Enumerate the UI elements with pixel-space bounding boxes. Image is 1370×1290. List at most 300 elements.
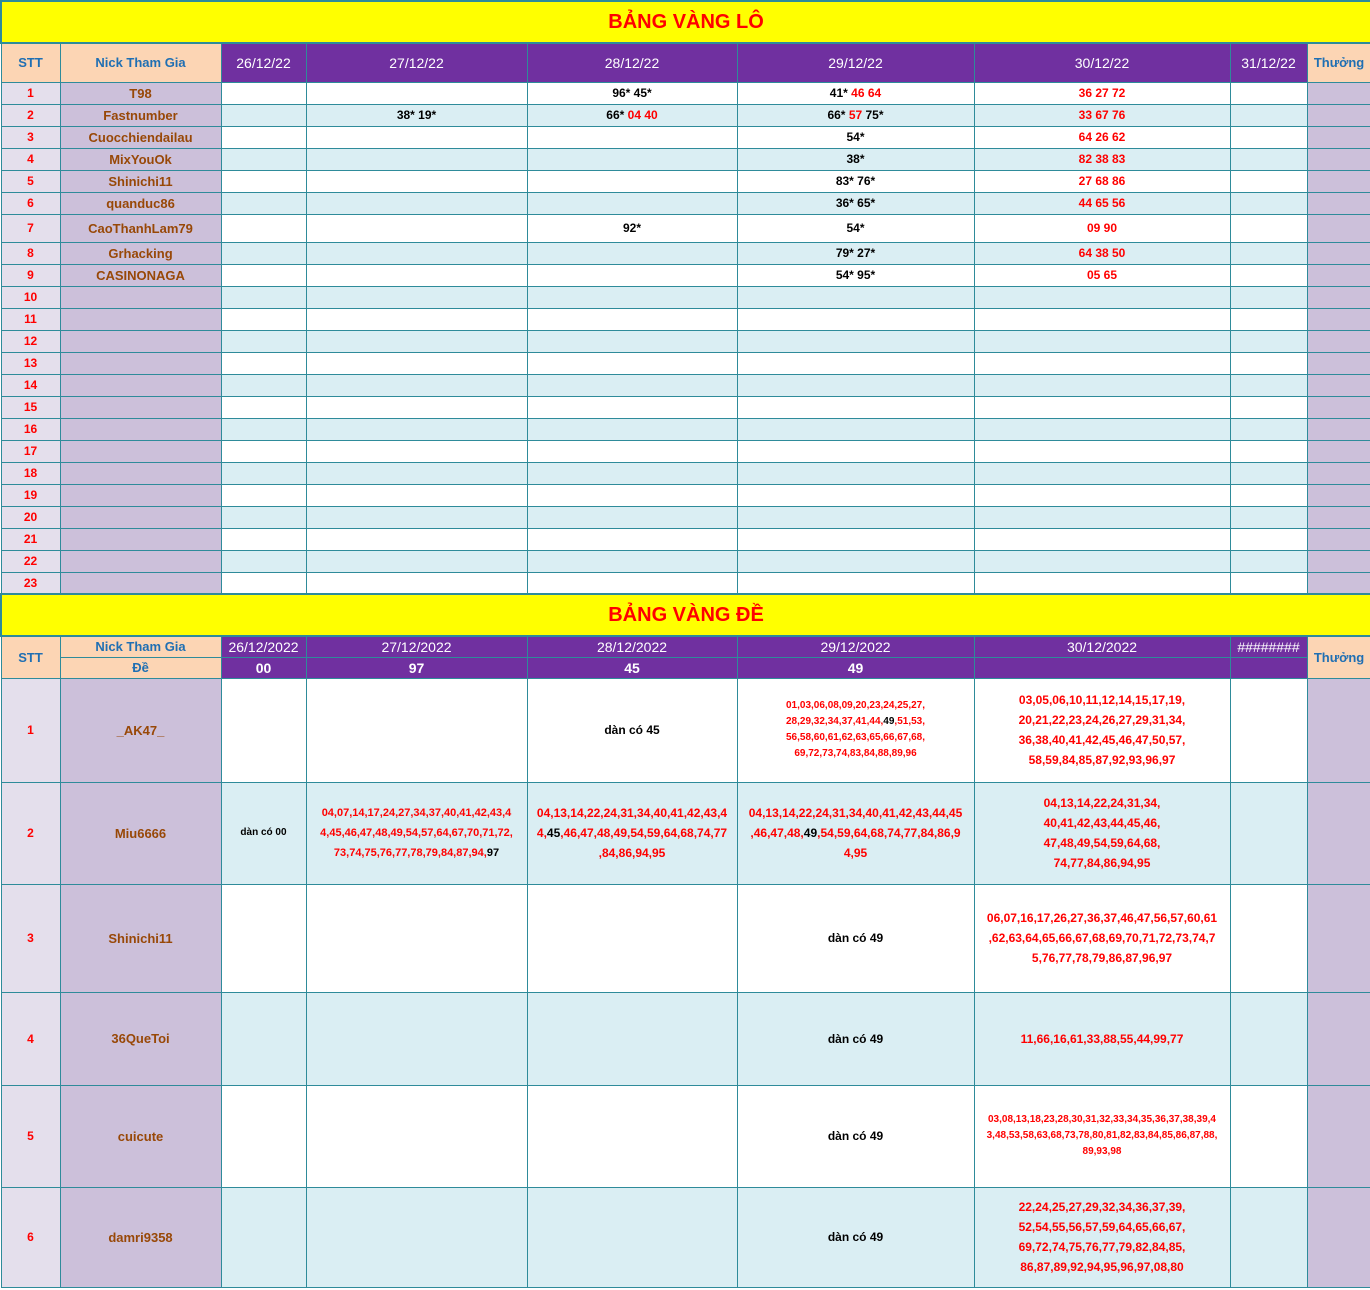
cell-segment: 45 <box>546 826 561 840</box>
lo-thuong-cell <box>1307 192 1370 214</box>
de-value-cell <box>527 678 737 782</box>
de-nick-cell: cuicute <box>60 1085 221 1187</box>
lo-table-row <box>1 528 1370 550</box>
cell-segment: 5,76,77,78,79,86,87,96,97 <box>1031 951 1173 965</box>
lo-value-cell <box>1230 572 1307 594</box>
lo-value-cell <box>527 170 737 192</box>
lo-value-cell <box>306 82 527 104</box>
lo-value-cell <box>527 82 737 104</box>
lo-value-cell <box>221 572 306 594</box>
lo-stt-cell: 12 <box>1 330 60 352</box>
lo-value-cell <box>221 330 306 352</box>
cell-segment: 97 <box>486 847 500 859</box>
lo-stt-cell: 7 <box>1 214 60 242</box>
de-table-row <box>1 884 1370 992</box>
lo-value-cell <box>1230 506 1307 528</box>
lo-value-cell <box>974 528 1230 550</box>
lo-value-cell <box>306 104 527 126</box>
lo-table-row <box>1 440 1370 462</box>
lo-stt-cell: 6 <box>1 192 60 214</box>
lo-value-cell <box>527 286 737 308</box>
lo-table-row <box>1 148 1370 170</box>
lo-value-cell <box>737 148 974 170</box>
cell-segment: 40,41,42,43,44,45,46, <box>1043 816 1161 830</box>
lo-value-cell <box>527 440 737 462</box>
de-thuong-cell <box>1307 678 1370 782</box>
lo-value-cell <box>974 550 1230 572</box>
lo-value-cell <box>221 104 306 126</box>
de-header-date-3: 28/12/2022 <box>527 636 737 657</box>
cell-segment: 83* 76* <box>835 174 876 188</box>
cell-segment: dàn có 00 <box>240 827 287 838</box>
lo-nick-cell <box>60 308 221 330</box>
lo-value-cell <box>737 550 974 572</box>
de-value-cell <box>737 1085 974 1187</box>
de-stt-cell: 4 <box>1 992 60 1085</box>
lo-nick-cell <box>60 484 221 506</box>
cell-segment: dàn có 45 <box>604 723 660 737</box>
lo-value-cell <box>306 418 527 440</box>
lo-thuong-cell <box>1307 308 1370 330</box>
lo-nick-cell: CaoThanhLam79 <box>60 214 221 242</box>
lo-value-cell <box>1230 528 1307 550</box>
lo-table-row <box>1 170 1370 192</box>
lo-value-cell <box>737 528 974 550</box>
cell-segment: 28,29,32,34,37,41,44, <box>785 716 884 727</box>
lo-table-row <box>1 192 1370 214</box>
lo-value-cell <box>974 396 1230 418</box>
de-value-cell <box>737 884 974 992</box>
de-table-row <box>1 992 1370 1085</box>
de-value-cell <box>306 782 527 884</box>
lo-nick-cell: Grhacking <box>60 242 221 264</box>
de-value-cell <box>527 992 737 1085</box>
lo-value-cell <box>306 242 527 264</box>
lo-nick-cell: MixYouOk <box>60 148 221 170</box>
lo-value-cell <box>737 330 974 352</box>
lo-value-cell <box>221 286 306 308</box>
lo-value-cell <box>1230 214 1307 242</box>
lo-thuong-cell <box>1307 418 1370 440</box>
lo-value-cell <box>221 170 306 192</box>
de-result-3: 45 <box>527 657 737 678</box>
cell-segment: 69,72,74,75,76,77,79,82,84,85, <box>1018 1240 1186 1254</box>
lo-value-cell <box>1230 104 1307 126</box>
lo-value-cell <box>306 214 527 242</box>
de-value-cell <box>221 1187 306 1287</box>
de-header-date-6: ######## <box>1230 636 1307 657</box>
lo-table-row <box>1 418 1370 440</box>
lo-nick-cell <box>60 374 221 396</box>
lo-stt-cell: 17 <box>1 440 60 462</box>
lo-thuong-cell <box>1307 82 1370 104</box>
lo-nick-cell <box>60 506 221 528</box>
de-value-cell <box>1230 1085 1307 1187</box>
de-value-cell <box>306 1187 527 1287</box>
lo-value-cell <box>737 396 974 418</box>
lo-thuong-cell <box>1307 528 1370 550</box>
lo-nick-cell: Cuocchiendailau <box>60 126 221 148</box>
lo-title: BẢNG VÀNG LÔ <box>1 1 1370 43</box>
cell-segment: 03,05,06,10,11,12,14,15,17,19, <box>1018 693 1186 707</box>
lo-header-nick: Nick Tham Gia <box>60 43 221 82</box>
lo-stt-cell: 1 <box>1 82 60 104</box>
de-table-row <box>1 1085 1370 1187</box>
cell-segment: 66* <box>827 108 849 122</box>
de-value-cell <box>527 782 737 884</box>
cell-segment: dàn có 49 <box>827 1230 884 1244</box>
lo-value-cell <box>306 264 527 286</box>
lo-table-row <box>1 572 1370 594</box>
lo-nick-cell <box>60 396 221 418</box>
cell-segment: 92* <box>622 221 642 235</box>
lo-value-cell <box>221 192 306 214</box>
cell-segment: 22,24,25,27,29,32,34,36,37,39, <box>1018 1200 1186 1214</box>
lo-value-cell <box>1230 82 1307 104</box>
lo-header-date-2: 27/12/22 <box>306 43 527 82</box>
lo-table-row <box>1 126 1370 148</box>
lo-value-cell <box>527 104 737 126</box>
de-value-cell <box>306 1085 527 1187</box>
de-value-cell <box>221 678 306 782</box>
lo-header-date-4: 29/12/22 <box>737 43 974 82</box>
lo-value-cell <box>527 506 737 528</box>
lo-value-cell <box>306 374 527 396</box>
cell-segment: ,46,47,48, <box>750 826 804 840</box>
cell-segment: 06,07,16,17,26,27,36,37,46,47,56,57,60,61 <box>986 911 1218 925</box>
cell-segment: 38* <box>846 152 865 166</box>
lo-value-cell <box>527 462 737 484</box>
cell-segment: 89,93,98 <box>1082 1146 1122 1157</box>
cell-segment: 79* 27* <box>835 246 876 260</box>
lo-value-cell <box>974 330 1230 352</box>
cell-segment: 3,48,53,58,63,68,73,78,80,81,82,83,84,85,86,87,88, <box>986 1130 1218 1141</box>
lo-stt-cell: 21 <box>1 528 60 550</box>
cell-segment: dàn có 49 <box>827 1129 884 1143</box>
lo-value-cell <box>527 418 737 440</box>
lo-stt-cell: 13 <box>1 352 60 374</box>
lo-value-cell <box>527 330 737 352</box>
lo-value-cell <box>306 572 527 594</box>
lo-thuong-cell <box>1307 242 1370 264</box>
lo-stt-cell: 20 <box>1 506 60 528</box>
cell-segment: 58,59,84,85,87,92,93,96,97 <box>1028 753 1176 767</box>
cell-segment: 38* 19* <box>396 108 437 122</box>
de-result-5 <box>974 657 1230 678</box>
lo-nick-cell <box>60 286 221 308</box>
cell-segment: 64 38 50 <box>1078 246 1126 260</box>
cell-segment: 11,66,16,61,33,88,55,44,99,77 <box>1020 1031 1184 1046</box>
de-value-cell <box>221 1085 306 1187</box>
lo-value-cell <box>527 242 737 264</box>
lo-value-cell <box>974 374 1230 396</box>
cell-segment: ,46,47,48,49,54,59,64,68,74,77 <box>560 826 728 840</box>
lo-table-row <box>1 82 1370 104</box>
de-value-cell <box>1230 782 1307 884</box>
lo-value-cell <box>737 104 974 126</box>
de-header-thuong: Thưởng <box>1307 636 1370 678</box>
de-value-cell <box>974 678 1230 782</box>
de-header-stt: STT <box>1 636 60 678</box>
lo-thuong-cell <box>1307 396 1370 418</box>
lo-nick-cell <box>60 440 221 462</box>
lo-value-cell <box>974 418 1230 440</box>
lo-thuong-cell <box>1307 484 1370 506</box>
lo-value-cell <box>306 126 527 148</box>
lo-value-cell <box>221 82 306 104</box>
lo-stt-cell: 16 <box>1 418 60 440</box>
lo-value-cell <box>527 396 737 418</box>
de-value-cell <box>221 992 306 1085</box>
de-header-date-1: 26/12/2022 <box>221 636 306 657</box>
lo-value-cell <box>527 550 737 572</box>
lo-table-row <box>1 396 1370 418</box>
de-stt-cell: 6 <box>1 1187 60 1287</box>
lo-table-row <box>1 104 1370 126</box>
lo-value-cell <box>974 192 1230 214</box>
de-value-cell <box>974 992 1230 1085</box>
cell-segment: 33 67 76 <box>1078 108 1126 122</box>
lo-value-cell <box>737 170 974 192</box>
de-thuong-cell <box>1307 992 1370 1085</box>
cell-segment: 47,48,49,54,59,64,68, <box>1043 836 1161 850</box>
lo-value-cell <box>306 396 527 418</box>
lo-table-row <box>1 484 1370 506</box>
de-header-nick: Nick Tham Gia <box>60 636 221 657</box>
lo-table-row <box>1 506 1370 528</box>
lo-thuong-cell <box>1307 506 1370 528</box>
cell-segment: 27 68 86 <box>1078 174 1126 188</box>
lo-value-cell <box>1230 440 1307 462</box>
lo-table-row <box>1 462 1370 484</box>
lo-value-cell <box>1230 308 1307 330</box>
de-thuong-cell <box>1307 782 1370 884</box>
lo-thuong-cell <box>1307 352 1370 374</box>
lo-nick-cell <box>60 572 221 594</box>
lo-value-cell <box>306 192 527 214</box>
lo-value-cell <box>527 352 737 374</box>
lo-value-cell <box>221 528 306 550</box>
lo-value-cell <box>527 214 737 242</box>
lo-value-cell <box>1230 286 1307 308</box>
lo-value-cell <box>527 308 737 330</box>
lo-value-cell <box>1230 462 1307 484</box>
de-value-cell <box>1230 884 1307 992</box>
lo-value-cell <box>1230 242 1307 264</box>
de-nick-cell: Shinichi11 <box>60 884 221 992</box>
lo-value-cell <box>306 528 527 550</box>
lo-thuong-cell <box>1307 374 1370 396</box>
lo-value-cell <box>737 418 974 440</box>
lo-value-cell <box>221 484 306 506</box>
lo-value-cell <box>527 572 737 594</box>
cell-segment: 44 65 56 <box>1078 196 1126 210</box>
lo-table-row <box>1 330 1370 352</box>
de-value-cell <box>737 782 974 884</box>
lo-value-cell <box>737 308 974 330</box>
de-stt-cell: 5 <box>1 1085 60 1187</box>
lo-value-cell <box>1230 148 1307 170</box>
cell-segment: ,54,59,64,68,74,77,84,86,9 <box>817 826 961 840</box>
lo-stt-cell: 23 <box>1 572 60 594</box>
de-result-1: 00 <box>221 657 306 678</box>
cell-segment: 46 64 <box>851 86 882 100</box>
lo-stt-cell: 19 <box>1 484 60 506</box>
de-value-cell <box>737 992 974 1085</box>
cell-segment: 20,21,22,23,24,26,27,29,31,34, <box>1018 713 1186 727</box>
cell-segment: 66* <box>606 108 628 122</box>
lo-stt-cell: 5 <box>1 170 60 192</box>
cell-segment: 96* 45* <box>612 86 652 100</box>
lo-stt-cell: 15 <box>1 396 60 418</box>
de-value-cell <box>974 1085 1230 1187</box>
lo-value-cell <box>221 418 306 440</box>
lo-header-date-1: 26/12/22 <box>221 43 306 82</box>
lo-header-date-3: 28/12/22 <box>527 43 737 82</box>
lo-value-cell <box>974 352 1230 374</box>
cell-segment: 4,45,46,47,48,49,54,57,64,67,70,71,72, <box>320 827 513 839</box>
lo-value-cell <box>306 286 527 308</box>
lo-value-cell <box>737 506 974 528</box>
lo-table-row <box>1 286 1370 308</box>
lo-value-cell <box>1230 192 1307 214</box>
de-value-cell <box>974 1187 1230 1287</box>
lo-nick-cell: Fastnumber <box>60 104 221 126</box>
de-thuong-cell <box>1307 1187 1370 1287</box>
cell-segment: 73,74,75,76,77,78,79,84,87,94, <box>333 847 487 859</box>
de-value-cell <box>737 1187 974 1287</box>
lo-value-cell <box>1230 418 1307 440</box>
cell-segment: ,51,53, <box>894 716 926 727</box>
de-table-row <box>1 782 1370 884</box>
de-value-cell <box>1230 1187 1307 1287</box>
lo-value-cell <box>737 214 974 242</box>
lo-stt-cell: 18 <box>1 462 60 484</box>
lo-header-thuong: Thưởng <box>1307 43 1370 82</box>
lo-nick-cell <box>60 550 221 572</box>
de-value-cell <box>974 884 1230 992</box>
lo-value-cell <box>1230 396 1307 418</box>
lo-stt-cell: 4 <box>1 148 60 170</box>
lo-value-cell <box>527 126 737 148</box>
lo-value-cell <box>221 242 306 264</box>
lo-value-cell <box>974 440 1230 462</box>
de-nick-cell: 36QueToi <box>60 992 221 1085</box>
de-nick-cell: _AK47_ <box>60 678 221 782</box>
lo-header-stt: STT <box>1 43 60 82</box>
lo-table-row <box>1 308 1370 330</box>
de-header-de: Đề <box>60 657 221 678</box>
lo-value-cell <box>306 330 527 352</box>
lo-value-cell <box>306 440 527 462</box>
lo-value-cell <box>1230 374 1307 396</box>
cell-segment: 75* <box>862 108 884 122</box>
lo-value-cell <box>221 506 306 528</box>
lo-value-cell <box>221 462 306 484</box>
lo-value-cell <box>306 148 527 170</box>
lo-thuong-cell <box>1307 550 1370 572</box>
cell-segment: 01,03,06,08,09,20,23,24,25,27, <box>785 700 925 711</box>
de-value-cell <box>1230 992 1307 1085</box>
de-header-date-5: 30/12/2022 <box>974 636 1230 657</box>
lo-value-cell <box>737 484 974 506</box>
cell-segment: 49 <box>883 716 895 727</box>
lo-nick-cell <box>60 418 221 440</box>
cell-segment: 36,38,40,41,42,45,46,47,50,57, <box>1018 733 1186 747</box>
lo-nick-cell <box>60 330 221 352</box>
lo-stt-cell: 10 <box>1 286 60 308</box>
cell-segment: 49 <box>803 826 818 840</box>
cell-segment: 54* <box>846 130 865 144</box>
cell-segment: 09 90 <box>1086 221 1118 235</box>
lo-value-cell <box>221 148 306 170</box>
de-value-cell <box>737 678 974 782</box>
lo-value-cell <box>306 506 527 528</box>
lo-value-cell <box>737 126 974 148</box>
lo-value-cell <box>1230 484 1307 506</box>
lo-value-cell <box>527 192 737 214</box>
lo-value-cell <box>974 214 1230 242</box>
lo-value-cell <box>527 484 737 506</box>
lo-value-cell <box>221 550 306 572</box>
de-stt-cell: 1 <box>1 678 60 782</box>
de-value-cell <box>527 1187 737 1287</box>
de-header-date-4: 29/12/2022 <box>737 636 974 657</box>
lo-thuong-cell <box>1307 264 1370 286</box>
lo-value-cell <box>974 506 1230 528</box>
cell-segment: 4,95 <box>843 846 868 860</box>
lo-table-row <box>1 242 1370 264</box>
lo-nick-cell <box>60 462 221 484</box>
lo-value-cell <box>1230 550 1307 572</box>
cell-segment: 56,58,60,61,62,63,65,66,67,68, <box>785 732 925 743</box>
lo-value-cell <box>974 82 1230 104</box>
lo-value-cell <box>974 242 1230 264</box>
lo-stt-cell: 3 <box>1 126 60 148</box>
lo-value-cell <box>221 126 306 148</box>
lo-value-cell <box>737 352 974 374</box>
cell-segment: dàn có 49 <box>827 931 884 945</box>
lo-nick-cell: T98 <box>60 82 221 104</box>
lo-value-cell <box>737 242 974 264</box>
cell-segment: 86,87,89,92,94,95,96,97,08,80 <box>1020 1260 1184 1274</box>
cell-segment: 03,08,13,18,23,28,30,31,32,33,34,35,36,37,38,39,4 <box>988 1114 1216 1125</box>
lo-value-cell <box>737 286 974 308</box>
lo-value-cell <box>221 352 306 374</box>
de-value-cell <box>221 782 306 884</box>
cell-segment: ,62,63,64,65,66,67,68,69,70,71,72,73,74,7 <box>988 931 1216 945</box>
lo-value-cell <box>974 148 1230 170</box>
cell-segment: 04,13,14,22,24,31,34, <box>1043 796 1161 810</box>
cell-segment: 04 40 <box>627 108 658 122</box>
lo-value-cell <box>1230 126 1307 148</box>
lo-thuong-cell <box>1307 286 1370 308</box>
cell-segment: 04,07,14,17,24,27,34,37,40,41,42,43,4 <box>321 807 512 819</box>
lo-value-cell <box>527 528 737 550</box>
lo-table-row <box>1 214 1370 242</box>
cell-segment: 36* 65* <box>835 196 876 210</box>
lo-table-row <box>1 264 1370 286</box>
cell-segment: 82 38 83 <box>1078 152 1126 166</box>
lo-table-row <box>1 550 1370 572</box>
lo-value-cell <box>737 192 974 214</box>
lo-stt-cell: 14 <box>1 374 60 396</box>
lo-value-cell <box>221 396 306 418</box>
lo-thuong-cell <box>1307 148 1370 170</box>
lo-value-cell <box>737 440 974 462</box>
lo-value-cell <box>1230 330 1307 352</box>
lo-value-cell <box>737 462 974 484</box>
